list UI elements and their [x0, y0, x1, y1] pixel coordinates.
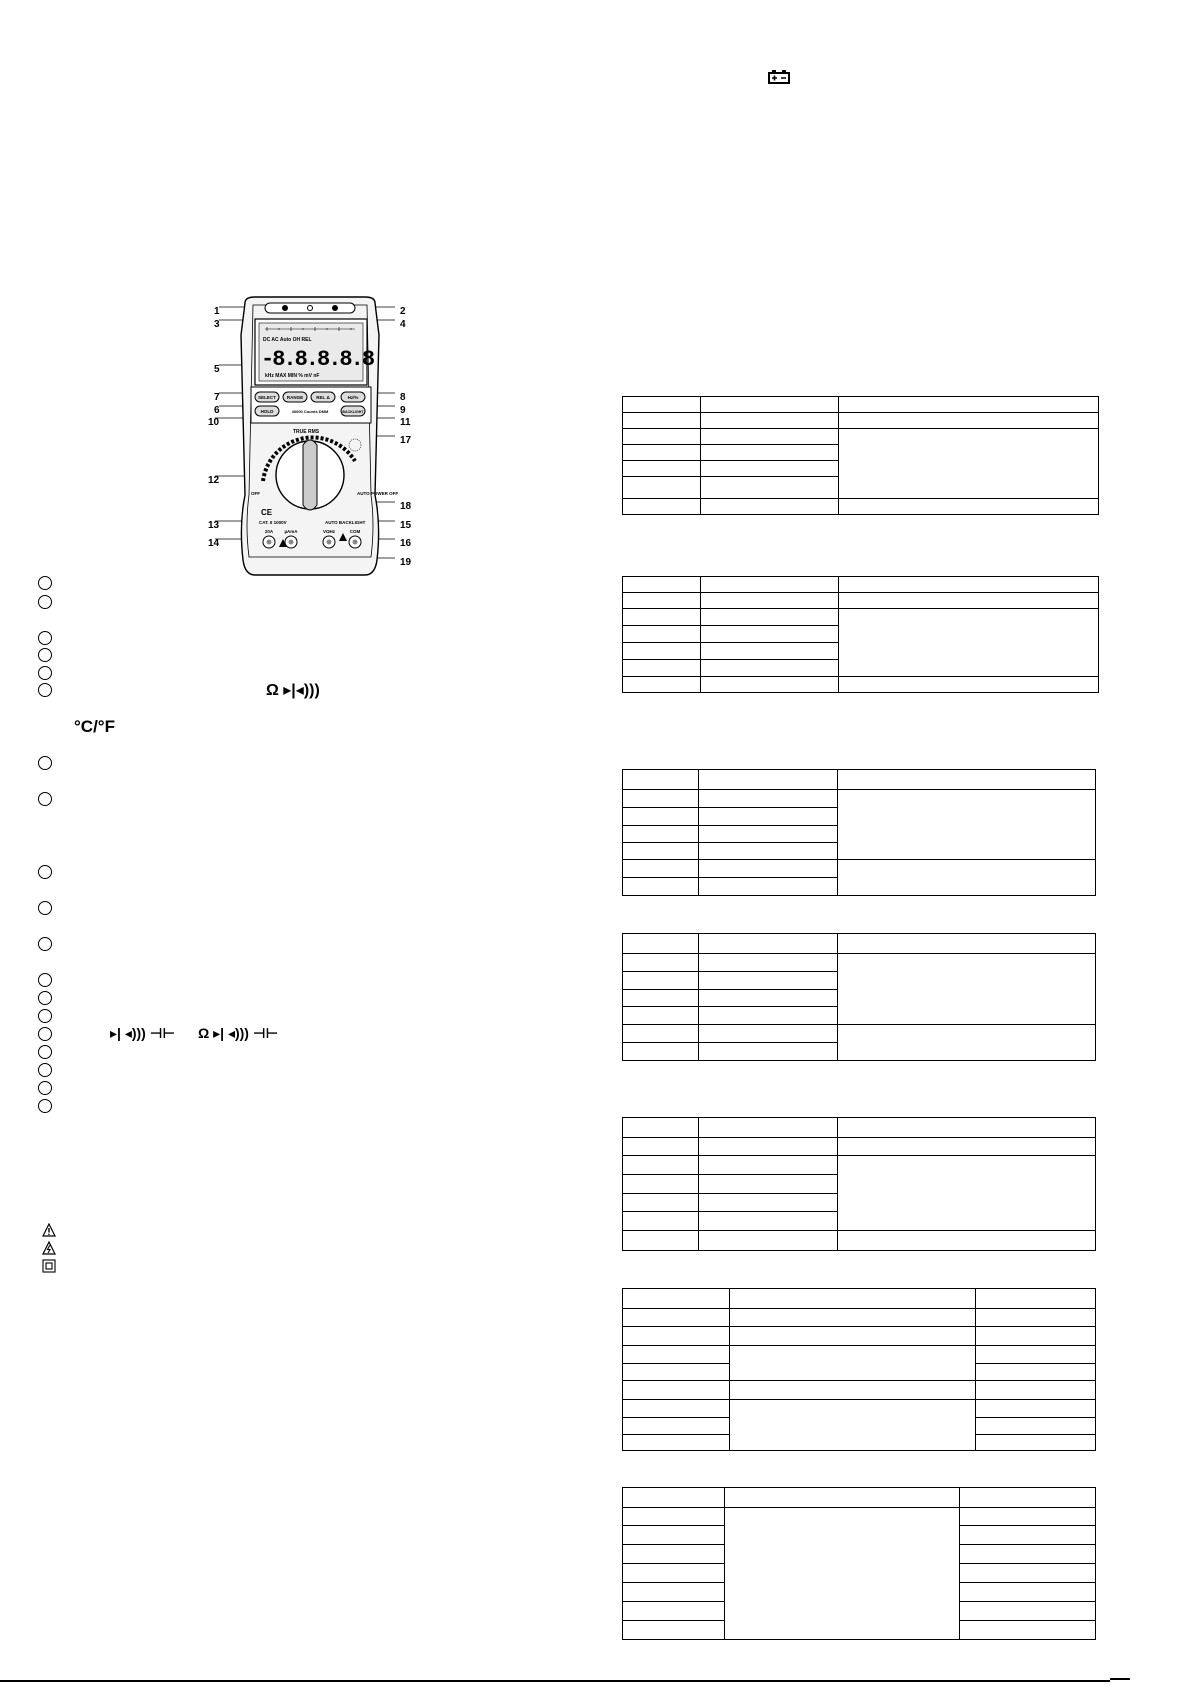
- battery-icon: [768, 70, 790, 84]
- callout-8: 8: [400, 392, 406, 403]
- legend-circle-1: [38, 576, 52, 590]
- callout-9: 9: [400, 405, 406, 416]
- callout-17: 17: [400, 435, 412, 446]
- legend-circle-17: [38, 1063, 52, 1077]
- spec-table-6: [622, 1288, 1096, 1451]
- legend-circle-3: [38, 631, 52, 645]
- spec-table-5: [622, 1117, 1096, 1251]
- legend-circle-10: [38, 901, 52, 915]
- high-voltage-icon: [42, 1241, 56, 1255]
- callout-7: 7: [214, 392, 220, 403]
- legend-circle-9: [38, 865, 52, 879]
- cat-rating: CAT. II 1000V: [259, 520, 287, 525]
- legend-circle-18: [38, 1081, 52, 1095]
- diode-buzzer-cap-symbol: ▸| ◂))) ⊣⊢: [110, 1025, 176, 1041]
- legend-circle-16: [38, 1045, 52, 1059]
- model-label: 40000 Counts DMM: [291, 409, 329, 414]
- legend-circle-12: [38, 973, 52, 987]
- spec-table-3: [622, 769, 1096, 896]
- legend-circle-7: [38, 756, 52, 770]
- callout-15: 15: [400, 520, 412, 531]
- spec-table-4: [622, 933, 1096, 1061]
- callout-2: 2: [400, 306, 406, 317]
- legend-circle-4: [38, 648, 52, 662]
- legend-circle-8: [38, 792, 52, 806]
- callout-5: 5: [214, 364, 220, 375]
- ohm-diode-buzzer-cap-symbol: Ω ▸| ◂))) ⊣⊢: [198, 1025, 279, 1041]
- hz-button-label: Hz/%: [347, 395, 359, 400]
- callout-4: 4: [400, 319, 406, 330]
- legend-circle-11: [38, 937, 52, 951]
- callout-11: 11: [400, 417, 411, 428]
- callout-18: 18: [400, 501, 412, 512]
- jack-v-ohm-label: VΩHz: [322, 529, 336, 534]
- callout-10: 10: [208, 417, 220, 428]
- ce-mark: CE: [261, 508, 273, 517]
- callout-13: 13: [208, 520, 220, 531]
- bottom-tick: [1110, 1678, 1130, 1680]
- callout-3: 3: [214, 319, 220, 330]
- auto-power-off-label: AUTO POWER OFF: [357, 491, 399, 496]
- bottom-rule: [0, 1680, 1110, 1682]
- lcd-digits: -8.8.8.8.8: [261, 347, 374, 372]
- rel-button-label: REL Δ: [316, 395, 330, 400]
- backlight-button-label: BACKLIGHT: [342, 410, 364, 414]
- legend-circle-2: [38, 595, 52, 609]
- callout-19: 19: [400, 557, 412, 568]
- auto-backlight-label: AUTO BACKLIGHT: [325, 520, 366, 525]
- callout-6: 6: [214, 405, 220, 416]
- callout-14: 14: [208, 538, 220, 549]
- lcd-bottom-row: kHz MAX MIN % mV nF: [265, 373, 320, 379]
- select-button-label: SELECT: [258, 395, 276, 400]
- lcd-top-row: DC AC Auto OH REL: [263, 337, 312, 343]
- double-insulation-icon: [42, 1259, 56, 1273]
- range-button-label: RANGE: [286, 395, 304, 400]
- multimeter-figure: [205, 295, 415, 580]
- spec-table-2: [622, 576, 1099, 693]
- dial-off-label: OFF: [251, 491, 260, 496]
- legend-circle-14: [38, 1009, 52, 1023]
- callout-1: 1: [214, 306, 220, 317]
- spec-table-1: [622, 396, 1099, 515]
- callout-12: 12: [208, 475, 220, 486]
- spec-table-7: [622, 1487, 1096, 1640]
- ohm-diode-buzzer-symbol: Ω ▸|◂))): [266, 682, 320, 699]
- temperature-units-symbol: °C/°F: [74, 717, 115, 736]
- legend-circle-6: [38, 683, 52, 697]
- warning-triangle-icon: [42, 1223, 56, 1237]
- jack-ua-ma-label: µAmA: [284, 529, 298, 534]
- true-rms-label: TRUE RMS: [293, 429, 320, 435]
- hold-button-label: HOLD: [260, 409, 274, 414]
- legend-circle-15: [38, 1027, 52, 1041]
- legend-circle-5: [38, 666, 52, 680]
- jack-20a-label: 20A: [264, 529, 274, 534]
- legend-circle-19: [38, 1099, 52, 1113]
- legend-circle-13: [38, 991, 52, 1005]
- jack-com-label: COM: [349, 529, 361, 534]
- callout-16: 16: [400, 538, 412, 549]
